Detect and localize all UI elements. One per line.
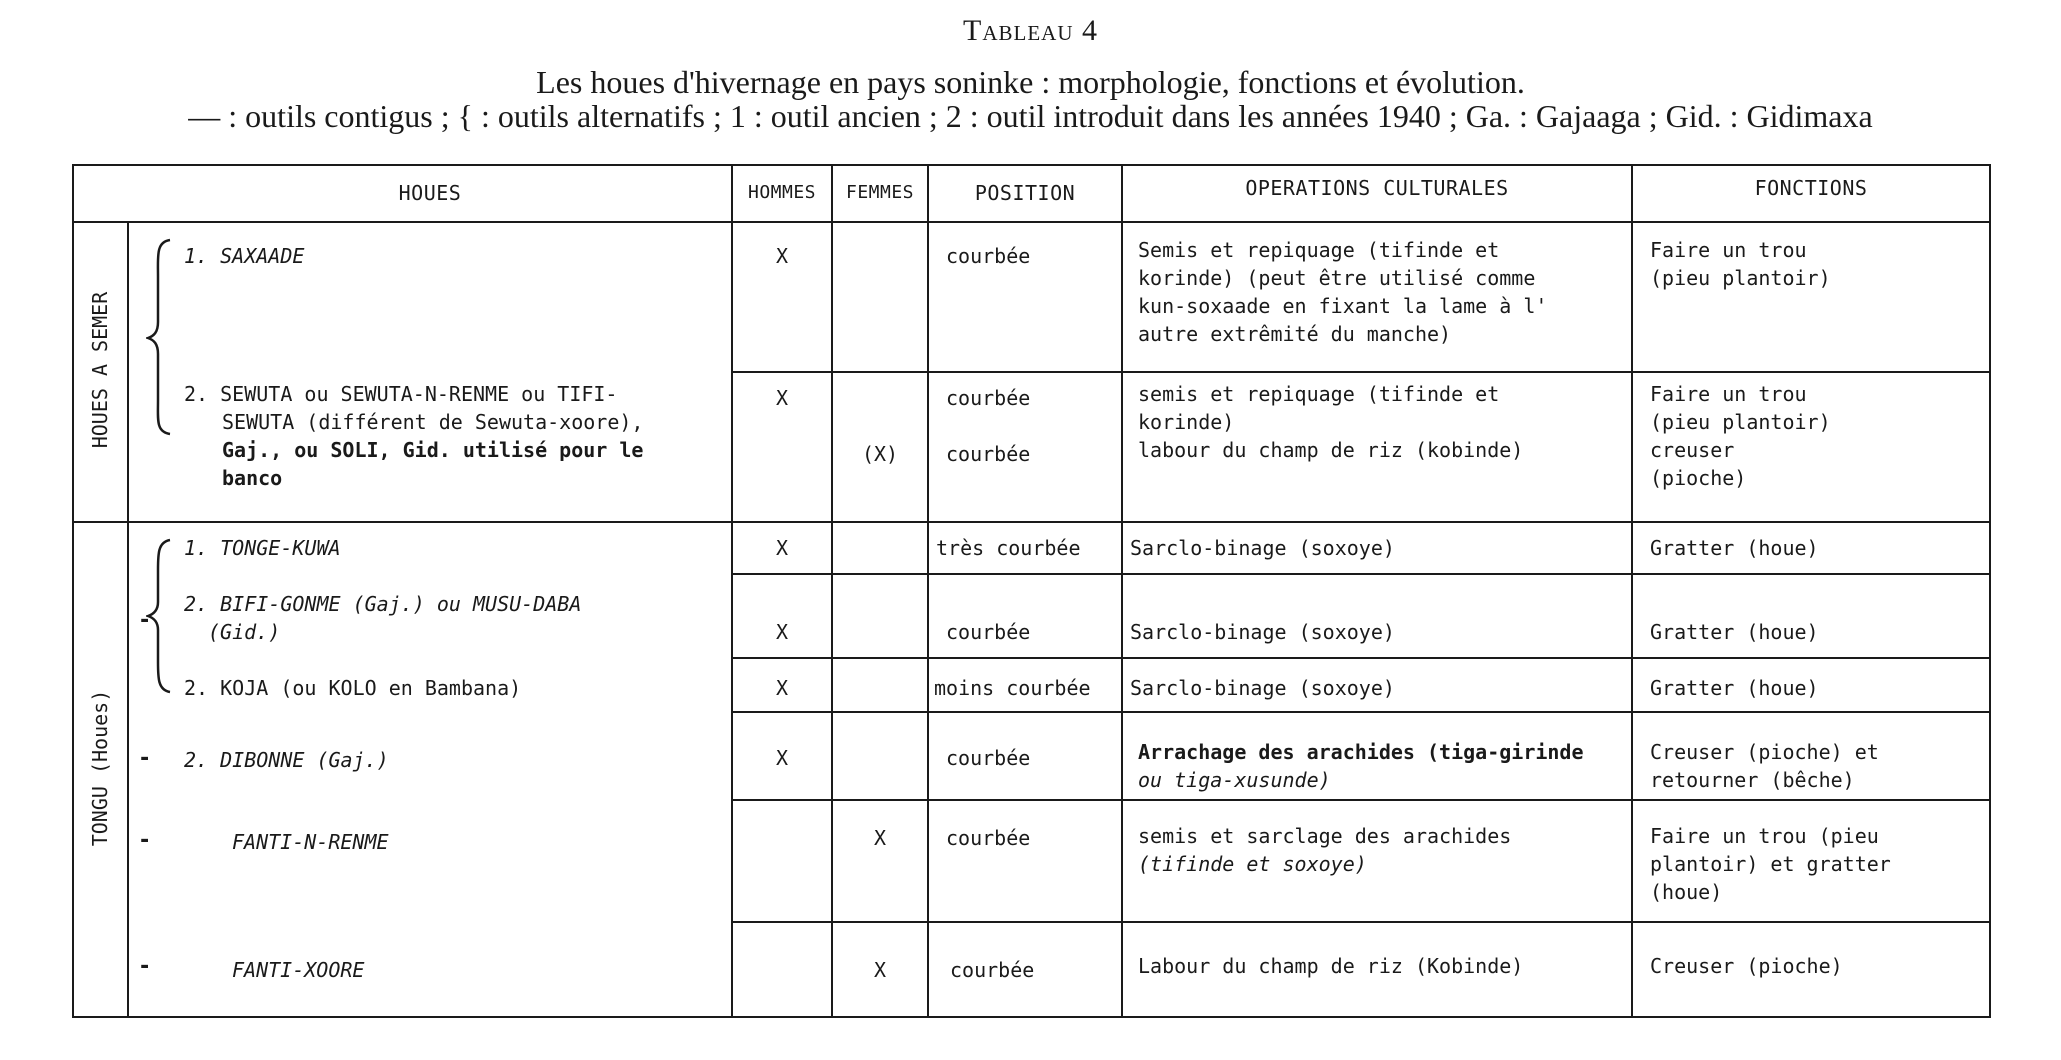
contiguous-dash: - <box>138 828 152 853</box>
fonctions-text: Faire un trou (pieu plantoir) creuser (pioche) <box>1650 382 1831 490</box>
fonctions-text: Faire un trou (pieu plantoir) et gratter (houe) <box>1650 824 1891 904</box>
contiguous-dash: - <box>138 954 152 979</box>
position-value: moins courbée <box>934 676 1091 700</box>
hommes-mark: X <box>775 244 789 268</box>
houe-name: FANTI-N-RENME <box>232 830 389 854</box>
operations-text: Arrachage des arachides (tiga-girinde ou tiga-xusunde) <box>1138 740 1584 792</box>
hommes-mark: X <box>775 746 789 770</box>
femmes-mark: (X) <box>861 442 899 466</box>
operations-text: Semis et repiquage (tifinde et korinde) (peut être utilisé comme kun-soxaade en fixant la lame à l' autre extrêmité du manche) <box>1138 238 1548 346</box>
houe-name: FANTI-XOORE <box>232 958 365 982</box>
fonctions-text: Creuser (pioche) et retourner (bêche) <box>1650 740 1879 792</box>
hommes-mark: X <box>775 676 789 700</box>
hommes-mark: X <box>775 386 789 410</box>
operations-text: semis et repiquage (tifinde et korinde) labour du champ de riz (kobinde) <box>1138 382 1524 462</box>
fonctions-text: Gratter (houe) <box>1650 676 1819 700</box>
femmes-mark: X <box>873 826 887 850</box>
position-value: courbée <box>950 958 1035 982</box>
header-operations: OPERATIONS CULTURALES <box>1245 176 1509 200</box>
operations-text: Labour du champ de riz (Kobinde) <box>1138 954 1524 978</box>
hommes-mark: X <box>775 536 789 560</box>
group-label-tongu: TONGU (Houes) <box>88 689 112 847</box>
fonctions-text: Gratter (houe) <box>1650 536 1819 560</box>
table-title: Tableau 4 <box>963 14 1098 47</box>
header-houes: HOUES <box>398 181 462 205</box>
contiguous-dash: - <box>138 746 152 771</box>
header-hommes: HOMMES <box>747 182 817 203</box>
fonctions-text: Gratter (houe) <box>1650 620 1819 644</box>
table-legend: — : outils contigus ; { : outils alternatifs ; 1 : outil ancien ; 2 : outil introduit dans les années 1940 ; Ga. : Gajaaga ; Gid. : Gidimaxa <box>188 98 1873 134</box>
position-value: courbée <box>946 386 1031 410</box>
operations-text: semis et sarclage des arachides (tifinde et soxoye) <box>1138 824 1512 876</box>
fonctions-text: Creuser (pioche) <box>1650 954 1843 978</box>
houe-name: 1. SAXAADE <box>184 244 305 268</box>
header-femmes: FEMMES <box>845 182 915 203</box>
houe-name: 2. KOJA (ou KOLO en Bambana) <box>184 676 522 700</box>
group-label-semer: HOUES A SEMER <box>88 291 112 449</box>
position-value: courbée <box>946 826 1031 850</box>
table-subtitle: Les houes d'hivernage en pays soninke : morphologie, fonctions et évolution. <box>536 64 1525 100</box>
operations-text: Sarclo-binage (soxoye) <box>1130 676 1395 700</box>
brace-semer <box>146 236 176 436</box>
houe-name: 2. SEWUTA ou SEWUTA-N-RENME ou TIFI- SEWUTA (différent de Sewuta-xoore), Gaj., ou SOLI, Gid. utilisé pour le banco <box>184 382 644 490</box>
hommes-mark: X <box>775 620 789 644</box>
fonctions-text: Faire un trou (pieu plantoir) <box>1650 238 1831 290</box>
position-value: courbée <box>946 244 1031 268</box>
femmes-mark: X <box>873 958 887 982</box>
header-position: POSITION <box>974 181 1076 205</box>
houes-table <box>72 164 1992 1019</box>
houe-name: 2. BIFI-GONME (Gaj.) ou MUSU-DABA (Gid.) <box>184 592 582 644</box>
position-value: très courbée <box>936 536 1081 560</box>
houe-name: 1. TONGE-KUWA <box>184 536 341 560</box>
operations-text: Sarclo-binage (soxoye) <box>1130 536 1395 560</box>
position-value: courbée <box>946 620 1031 644</box>
operations-text: Sarclo-binage (soxoye) <box>1130 620 1395 644</box>
position-value: courbée <box>946 746 1031 770</box>
houe-name: 2. DIBONNE (Gaj.) <box>184 748 389 772</box>
position-value: courbée <box>946 442 1031 466</box>
contiguous-dash: - <box>138 608 152 633</box>
header-fonctions: FONCTIONS <box>1754 176 1868 200</box>
